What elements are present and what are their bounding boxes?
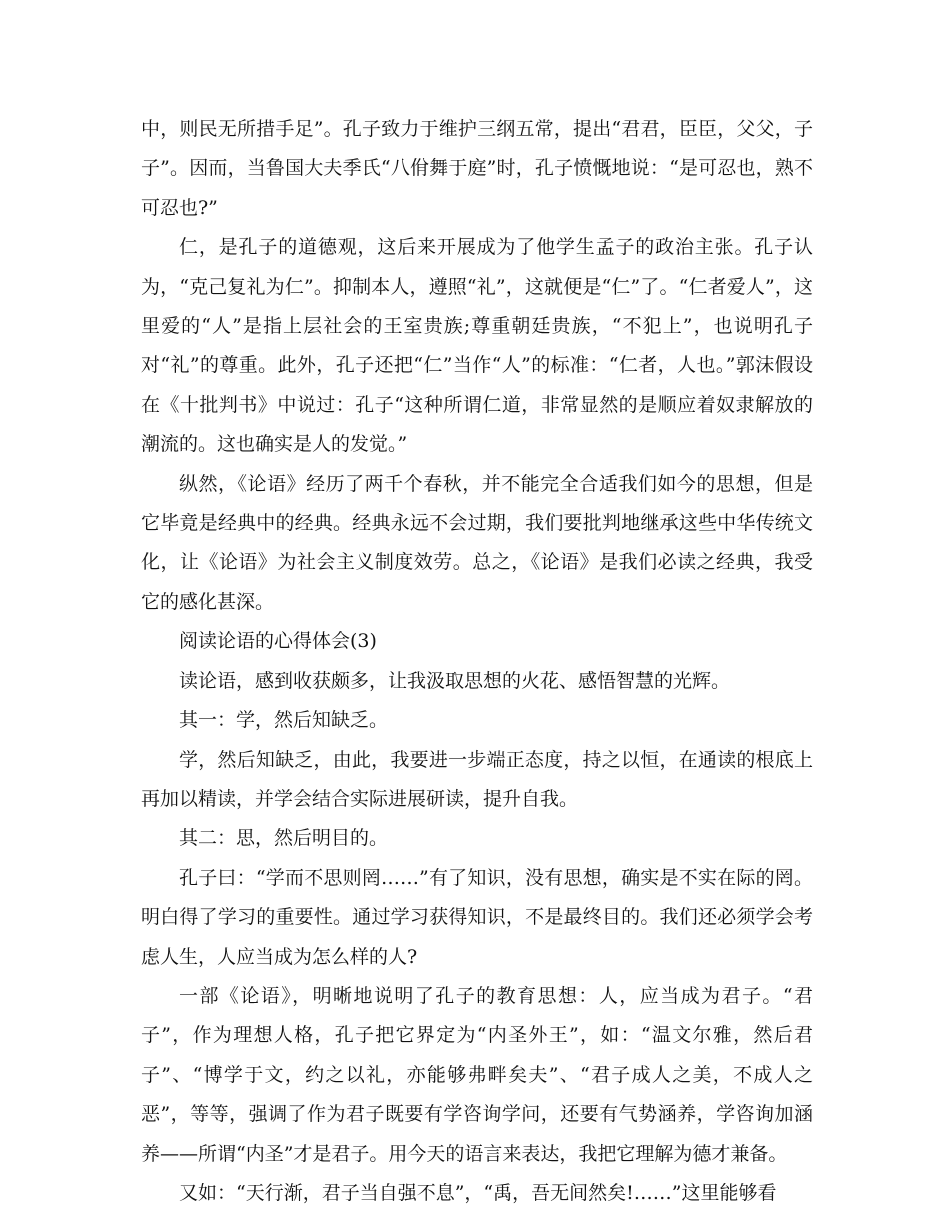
paragraph: 读论语，感到收获颇多，让我汲取思想的火花、感悟智慧的光辉。 [179,669,731,692]
section-heading: 阅读论语的心得体会(3) [179,630,377,653]
subheading: 其二：思，然后明目的。 [179,827,389,850]
document-body [141,110,813,1213]
subheading: 其一：学，然后知缺乏。 [179,709,389,732]
paragraph: 中，则民无所措手足”。孔子致力于维护三纲五常，提出“君君，臣臣，父父，子子”。因而，当鲁国大夫季氏“八佾舞于庭”时，孔子愤慨地说：“是可忍也，熟不可忍也?” [141,118,813,219]
paragraph: 又如：“天行渐，君子当自强不息”，“禹，吾无间然矣!……”这里能够看 [179,1181,777,1204]
paragraph: 仁，是孔子的道德观，这后来开展成为了他学生孟子的政治主张。孔子认为，“克己复礼为仁”。抑制本人，遵照“礼”，这就便是“仁”了。“仁者爱人”，这里爱的“人”是指上层社会的王室贵族;尊重朝廷贵族，“不犯上”，也说明孔子对“礼”的尊重。此外，孔子还把“仁”当作“人”的标准：“仁者，人也。”郭沫假设在《十批判书》中说过：孔子“这种所谓仁道，非常显然的是顺应着奴隶解放的潮流的。这也确实是人的发觉。” [141,236,813,456]
paragraph: 孔子曰：“学而不思则罔……”有了知识，没有思想，确实是不实在际的罔。明白得了学习的重要性。通过学习获得知识，不是最终目的。我们还必须学会考虑人生，人应当成为怎么样的人? [141,866,813,968]
paragraph: 一部《论语》，明晰地说明了孔子的教育思想：人，应当成为君子。“君子”，作为理想人格，孔子把它界定为“内圣外王”，如：“温文尔雅，然后君子”、“博学于文，约之以礼，亦能够弗畔矣夫”、“君子成人之美，不成人之恶”，等等，强调了作为君子既要有学咨询学问，还要有气势涵养，学咨询加涵养——所谓“内圣”才是君子。用今天的语言来表达，我把它理解为德才兼备。 [141,984,813,1165]
paragraph: 学，然后知缺乏，由此，我要进一步端正态度，持之以恒，在通读的根底上再加以精读，并学会结合实际进展研读，提升自我。 [141,748,813,810]
paragraph: 纵然，《论语》经历了两千个春秋，并不能完全合适我们如今的思想，但是它毕竟是经典中的经典。经典永远不会过期，我们要批判地继承这些中华传统文化，让《论语》为社会主义制度效劳。总之，《论语》是我们必读之经典，我受它的感化甚深。 [141,472,813,613]
